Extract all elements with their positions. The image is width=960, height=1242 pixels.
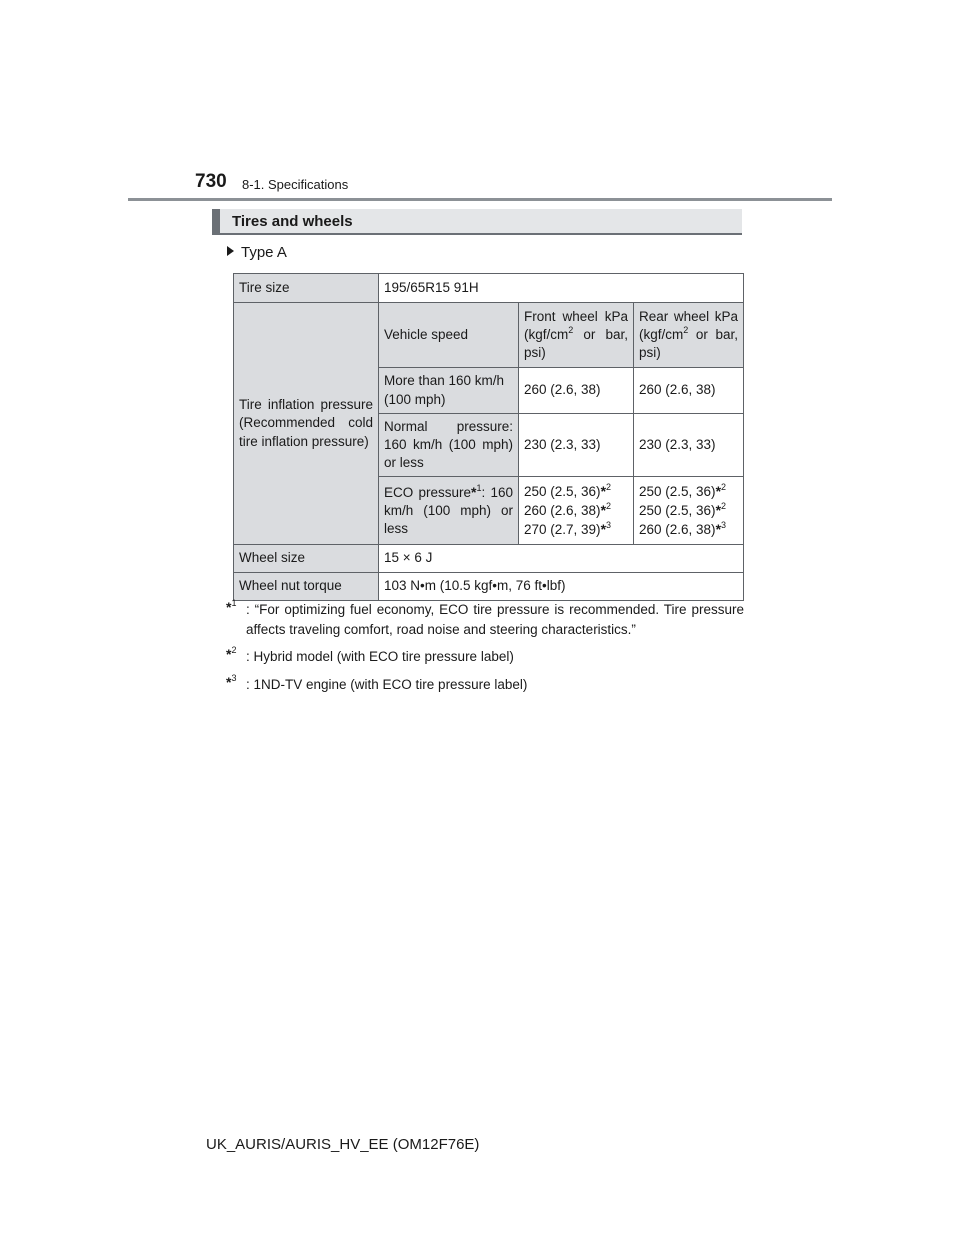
col-rear-text: Rear wheel kPa (kgf/cm <box>639 308 739 342</box>
row3-rear-ref-1: 2 <box>721 481 727 492</box>
footnote-ref: 3 <box>231 672 237 683</box>
row3-rear-3: 260 (2.6, 38) <box>639 522 716 538</box>
tire-size-value: 195/65R15 91H <box>379 274 744 303</box>
row3-speed-sup: 1 <box>476 482 482 493</box>
tires-heading <box>212 209 742 235</box>
row3-rear-1: 250 (2.5, 36) <box>639 483 716 499</box>
table-row <box>234 274 744 303</box>
triangle-bullet-icon <box>227 246 234 256</box>
row2-front: 230 (2.3, 33) <box>519 414 634 477</box>
row3-front-3: 270 (2.7, 39) <box>524 522 601 538</box>
row3-front: 250 (2.5, 36)*$^2$ 260 (2.6, 38)*$^2$ 270 (2.7, 39)*$^3$ <box>519 477 634 545</box>
row3-front-ref-3: 3 <box>606 520 612 531</box>
row3-rear-ref-2: 2 <box>721 500 727 511</box>
wheel-size-value: 15 × 6 J <box>379 545 744 573</box>
document-code: UK_AURIS/AURIS_HV_EE (OM12F76E) <box>206 1136 480 1153</box>
footnote: *$^2$ : Hybrid model (with ECO tire pressure label) <box>226 647 744 667</box>
row3-front-2: 260 (2.6, 38) <box>524 502 601 518</box>
footnote-text: : “For optimizing fuel economy, ECO tire pressure is recommended. Tire pressure affects traveling comfort, road noise and steering characteristics.” <box>246 602 744 637</box>
table-row <box>234 573 744 601</box>
nut-torque-value: 103 N•m (10.5 kgf•m, 76 ft•lbf) <box>379 573 744 601</box>
row3-front-1: 250 (2.5, 36) <box>524 483 601 499</box>
page-number: 730 <box>195 171 227 192</box>
footnote-text: : Hybrid model (with ECO tire pressure label) <box>246 649 514 665</box>
tire-size-label: Tire size <box>234 274 379 303</box>
col-front-sup: 2 <box>568 324 574 335</box>
spec-table <box>233 273 744 601</box>
type-label: Type A <box>241 244 287 261</box>
tires-heading-label: Tires and wheels <box>232 213 353 230</box>
col-front-text: Front wheel kPa (kgf/cm <box>524 308 628 342</box>
col-front-tail: or bar, psi) <box>524 326 628 361</box>
table-row <box>234 545 744 573</box>
row3-front-ref-2: 2 <box>606 500 612 511</box>
footnote-ref: 1 <box>231 598 237 608</box>
header-rule <box>128 198 832 201</box>
section-title: 8-1. Specifications <box>242 177 349 192</box>
row3-rear-ref-3: 3 <box>721 520 727 531</box>
col-rear-tail: or bar, psi) <box>639 326 739 361</box>
col-vehicle-speed: Vehicle speed <box>379 303 519 368</box>
footnote-ref: 2 <box>231 645 237 656</box>
row1-speed: More than 160 km/h (100 mph) <box>379 368 519 414</box>
row3-speed: ECO pressure*$^1$: 160 km/h (100 mph) or less <box>379 477 519 545</box>
nut-torque-label: Wheel nut torque <box>234 573 379 601</box>
row3-speed-b: : 160 km/h (100 mph) or less <box>384 484 513 537</box>
row2-rear: 230 (2.3, 33) <box>634 414 744 477</box>
table-row <box>234 303 744 368</box>
wheel-size-label: Wheel size <box>234 545 379 573</box>
row3-rear-2: 250 (2.5, 36) <box>639 502 716 518</box>
footnote-text: : 1ND-TV engine (with ECO tire pressure label) <box>246 676 528 692</box>
row1-rear: 260 (2.6, 38) <box>634 368 744 414</box>
inflation-label: Tire inflation pressure (Recommended cold tire inflation pressure) <box>234 303 379 545</box>
row3-front-ref-1: 2 <box>606 481 612 492</box>
col-rear-sup: 2 <box>683 324 689 335</box>
row3-speed-a: ECO pressure <box>384 484 472 500</box>
col-front-wheel <box>519 303 634 368</box>
footnotes <box>226 600 744 702</box>
col-rear-wheel <box>634 303 744 368</box>
row1-front: 260 (2.6, 38) <box>519 368 634 414</box>
footnote: *$^3$ : 1ND-TV engine (with ECO tire pressure label) <box>226 675 744 695</box>
type-line <box>227 244 287 261</box>
row2-speed: Normal pressure: 160 km/h (100 mph) or less <box>379 414 519 477</box>
footnote: *$^1$ : “For optimizing fuel economy, ECO tire pressure is recommended. Tire pressure affects traveling comfort, road noise and steering characteristics.” <box>226 600 744 639</box>
row3-rear: 250 (2.5, 36)*$^2$ 250 (2.5, 36)*$^2$ 260 (2.6, 38)*$^3$ <box>634 477 744 545</box>
